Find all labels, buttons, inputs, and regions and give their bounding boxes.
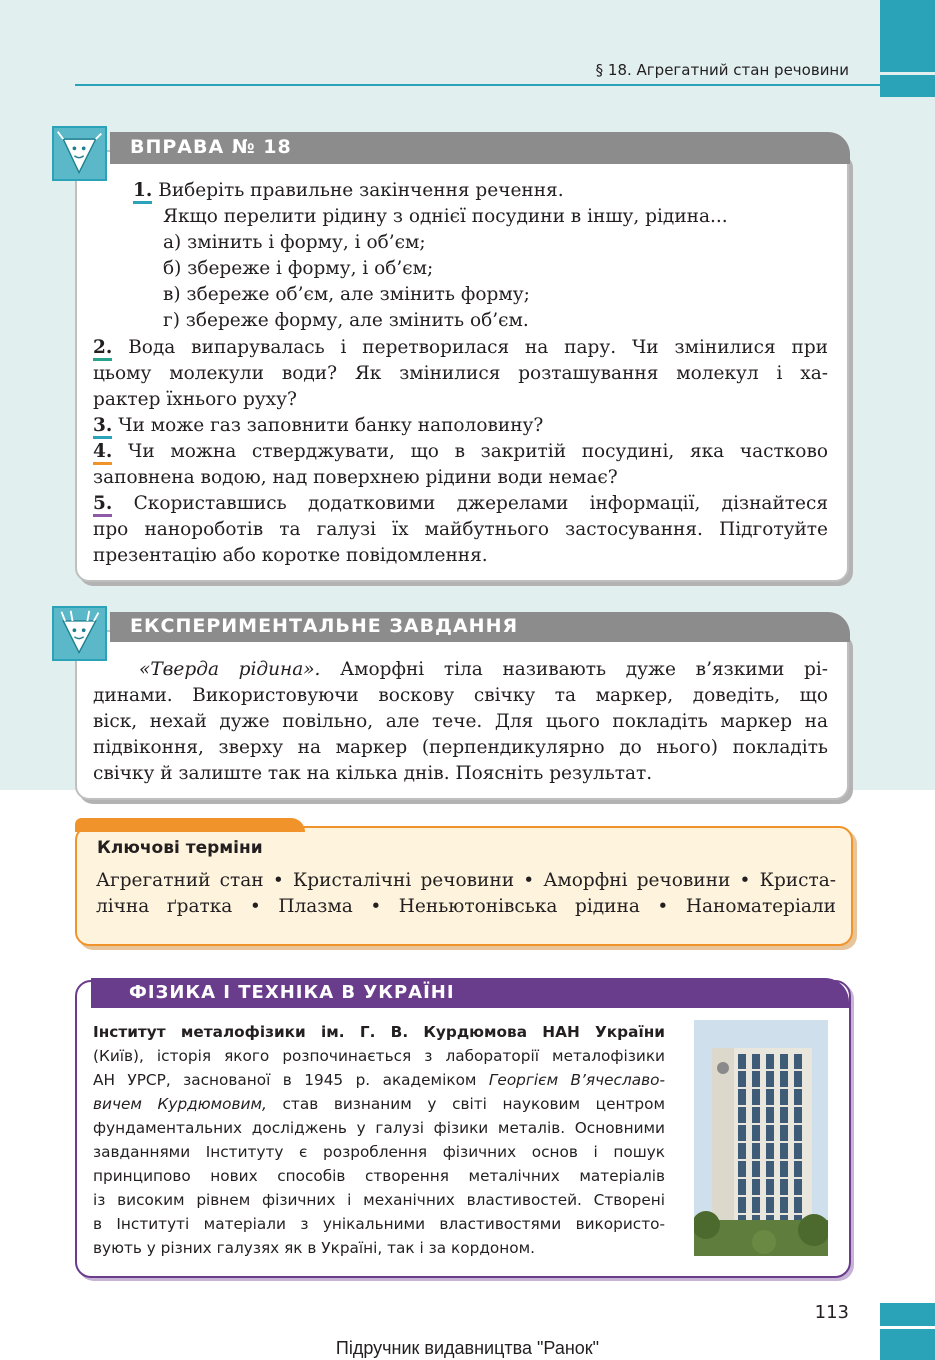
physics-line-4b: став визнаним у світі науковим центром bbox=[266, 1095, 665, 1113]
exercise-q1 bbox=[133, 178, 564, 204]
physics-line-4 bbox=[93, 1092, 665, 1116]
physics-line-2: (Київ), історія якого розпочинається з лабораторії металофізики bbox=[93, 1047, 665, 1065]
page-number: 113 bbox=[814, 1302, 849, 1323]
physics-line-1 bbox=[93, 1020, 665, 1044]
q3-text: Чи може газ заповнити банку наполовину? bbox=[118, 415, 544, 436]
q1-option-b: б) збереже і форму, і об’єм; bbox=[163, 258, 434, 279]
side-tab-divider bbox=[880, 72, 935, 75]
institute-building-photo bbox=[694, 1020, 828, 1256]
physics-line-9: в Інституті матеріали з унікальними властивостями використо- bbox=[93, 1215, 665, 1233]
q4-number: 4. bbox=[93, 441, 112, 465]
experiment-header bbox=[110, 612, 850, 642]
key-terms-tab bbox=[75, 818, 305, 832]
physics-line-5: фундаментальних досліджень у галузі фізики металів. Основними bbox=[93, 1119, 665, 1137]
publisher-footer: Підручник видавництва "Ранок" bbox=[335, 1338, 600, 1358]
key-terms-title: Ключові терміни bbox=[97, 838, 263, 858]
side-tab-bottom-divider bbox=[880, 1326, 935, 1329]
q5-line-1 bbox=[93, 491, 828, 517]
physics-line-3b: Георгієм В’ячеславо- bbox=[488, 1071, 665, 1089]
experiment-line-5: свічку й залиште так на кілька днів. Поясніть результат. bbox=[93, 763, 653, 784]
experiment-line-4: підвіконня, зверху на маркер (перпендикулярно до нього) покладіть bbox=[93, 737, 828, 758]
experiment-figure-icon bbox=[52, 606, 107, 661]
exercise-header bbox=[110, 132, 850, 164]
experiment-italic-title: «Тверда рідина». bbox=[139, 659, 321, 680]
q5-text-1: Скориставшись додатковими джерелами інформації, дізнайтеся bbox=[133, 493, 828, 514]
header-rule bbox=[75, 84, 880, 86]
q4-line-1 bbox=[93, 439, 828, 465]
experiment-line-3: віск, нехай дуже повільно, але тече. Для цього покладіть маркер на bbox=[93, 711, 828, 732]
q3-line bbox=[93, 413, 543, 439]
physics-line-7: принципово нових способів створення металічних матеріалів bbox=[93, 1167, 665, 1185]
key-terms-line-1: Агрегатний стан • Кристалічні речовини • Аморфні речовини • Криста- bbox=[96, 870, 836, 891]
q2-line-3: рактер їхнього руху? bbox=[93, 389, 297, 410]
q5-number: 5. bbox=[93, 493, 112, 517]
q2-text-1: Вода випарувалась і перетворилася на пару. Чи змінилися при bbox=[128, 337, 828, 358]
q1-option-d: г) збереже форму, але змінить об’єм. bbox=[163, 310, 529, 331]
side-tab-top bbox=[880, 0, 935, 97]
experiment-text-1: Аморфні тіла називають дуже в’язкими рі- bbox=[340, 659, 828, 680]
physics-line-6: завданнями Інституту є розроблення фізичних основ і пошук bbox=[93, 1143, 665, 1161]
physics-title: ФІЗИКА І ТЕХНІКА В УКРАЇНІ bbox=[129, 982, 455, 1003]
physics-header bbox=[91, 978, 849, 1008]
q1-number: 1. bbox=[133, 180, 152, 204]
physics-line-10: вують у різних галузях як в Україні, так і за кордоном. bbox=[93, 1239, 536, 1257]
q3-number: 3. bbox=[93, 415, 112, 439]
running-head: § 18. Агрегатний стан речовини bbox=[595, 61, 849, 79]
q1-option-a: а) змінить і форму, і об’єм; bbox=[163, 232, 426, 253]
q2-line-1 bbox=[93, 335, 828, 361]
q2-line-2: цьому молекули води? Як змінилися розташування молекул і ха- bbox=[93, 363, 828, 384]
exercise-figure-icon bbox=[52, 126, 107, 181]
q1-text: Виберіть правильне закінчення речення. bbox=[158, 180, 564, 201]
experiment-title: ЕКСПЕРИМЕНТАЛЬНЕ ЗАВДАННЯ bbox=[130, 615, 519, 637]
physics-line-3 bbox=[93, 1068, 665, 1092]
q2-number: 2. bbox=[93, 337, 112, 361]
experiment-line-1 bbox=[93, 657, 828, 683]
exercise-title: ВПРАВА № 18 bbox=[130, 136, 292, 158]
q5-line-2: про нанороботів та галузі їх майбутнього застосування. Підготуйте bbox=[93, 519, 828, 540]
physics-line-4a: вичем Курдюмовим, bbox=[93, 1095, 267, 1113]
q4-text-1: Чи можна стверджувати, що в закритій посудині, яка частково bbox=[128, 441, 828, 462]
q5-line-3: презентацію або коротке повідомлення. bbox=[93, 545, 488, 566]
physics-line-8: із високим рівнем фізичних і механічних властивостей. Створені bbox=[93, 1191, 665, 1209]
experiment-line-2: динами. Використовуючи воскову свічку та маркер, доведіть, що bbox=[93, 685, 828, 706]
q4-line-2: заповнена водою, над поверхнею рідини води немає? bbox=[93, 467, 618, 488]
physics-institute-name: Інститут металофізики ім. Г. В. Курдюмова НАН України bbox=[93, 1023, 665, 1041]
q1-stem: Якщо перелити рідину з однієї посудини в іншу, рідина... bbox=[163, 206, 728, 227]
q1-option-c: в) збереже об’єм, але змінить форму; bbox=[163, 284, 530, 305]
key-terms-line-2: лічна ґратка • Плазма • Неньютонівська рідина • Наноматеріали bbox=[96, 896, 836, 917]
physics-line-3a: АН УРСР, заснованої в 1945 р. академіком bbox=[93, 1071, 489, 1089]
